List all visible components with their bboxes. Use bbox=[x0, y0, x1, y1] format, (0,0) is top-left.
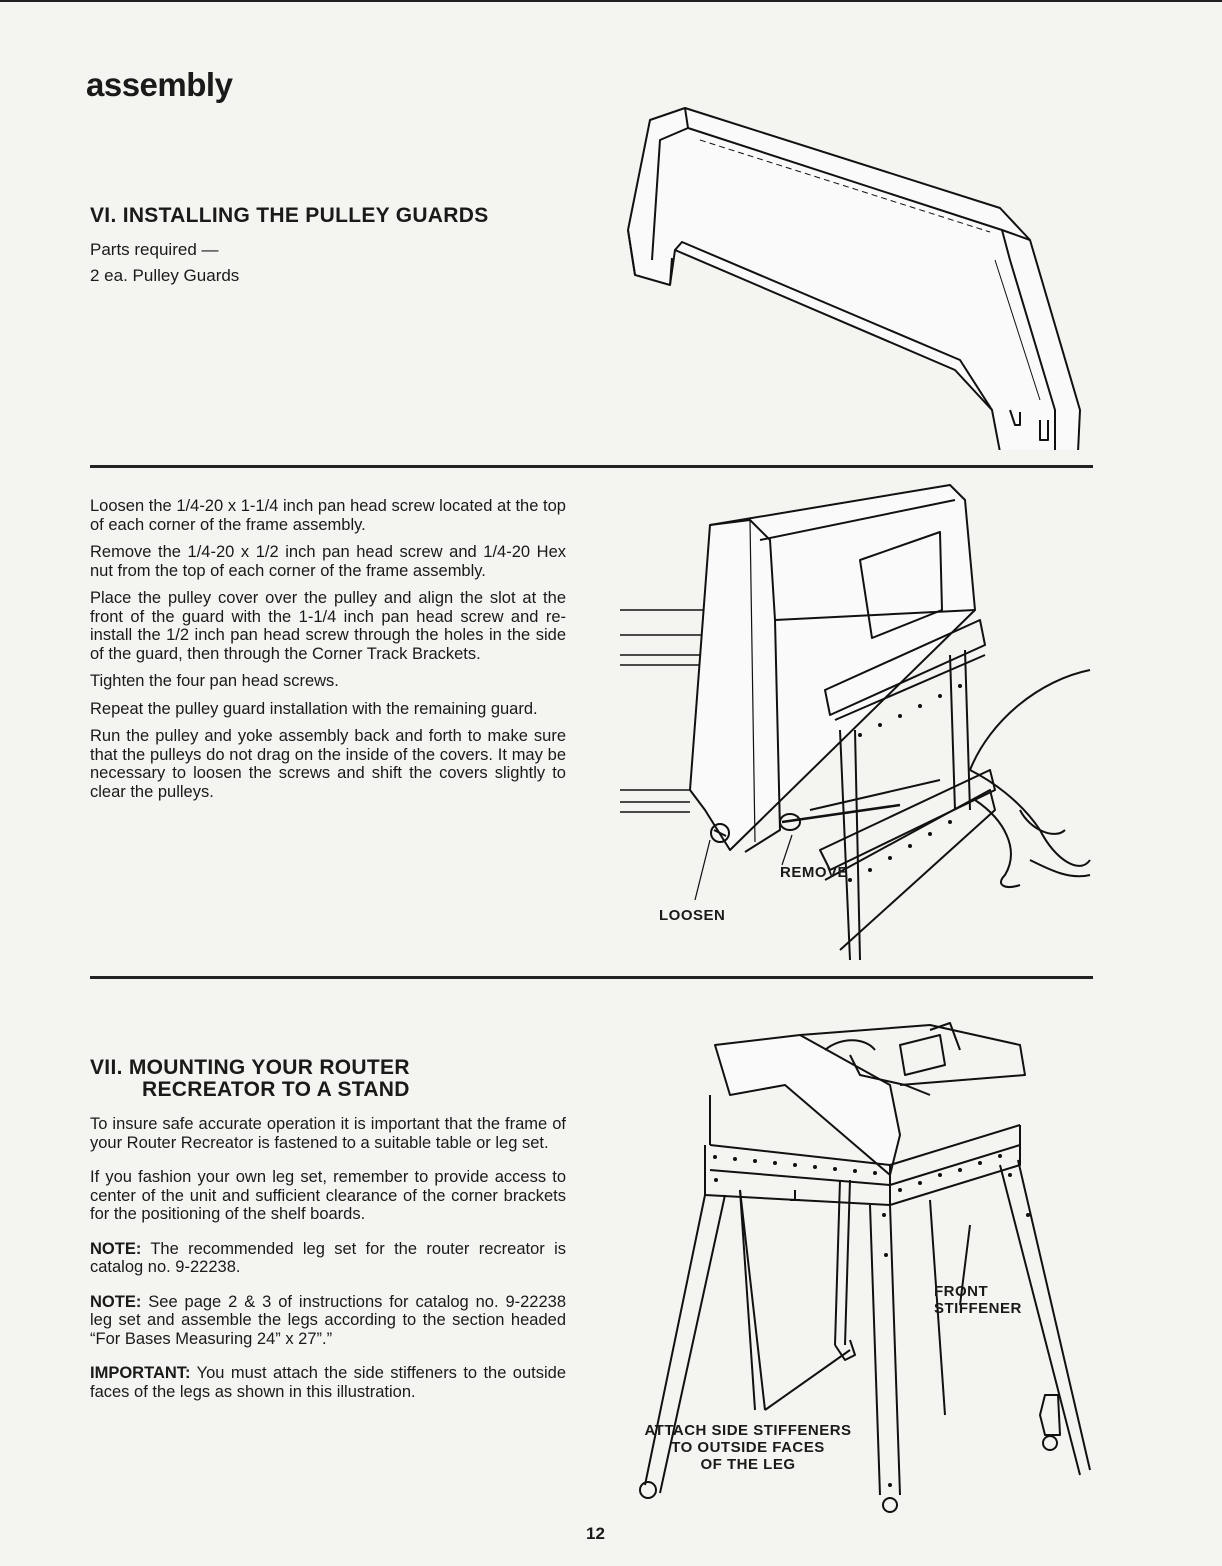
note-label: NOTE: bbox=[90, 1292, 142, 1311]
section-divider bbox=[90, 976, 1093, 979]
section-vii-instructions bbox=[90, 1115, 566, 1417]
note-text: See page 2 & 3 of instructions for catalog no. 9-22238 leg set and assemble the legs according to the section headed “For Bases Measuring 24” x 27”.” bbox=[90, 1292, 566, 1348]
front-stiffener-line2: STIFFENER bbox=[934, 1300, 1022, 1317]
instruction-step: Loosen the 1/4-20 x 1-1/4 inch pan head screw located at the top of each corner of the frame assembly. bbox=[90, 497, 566, 534]
pulley-guard-illustration bbox=[600, 100, 1100, 450]
important-text: You must attach the side stiffeners to the outside faces of the legs as shown in this illustration. bbox=[90, 1364, 566, 1401]
paragraph: To insure safe accurate operation it is important that the frame of your Router Recreator is fastened to a suitable table or leg set. bbox=[90, 1115, 566, 1152]
page-top-rule bbox=[0, 0, 1222, 2]
attach-side-stiffeners-callout bbox=[620, 1422, 876, 1473]
attach-callout-line3: OF THE LEG bbox=[700, 1456, 796, 1473]
parts-required-item: 2 ea. Pulley Guards bbox=[90, 266, 240, 285]
note-label: NOTE: bbox=[90, 1239, 142, 1258]
instruction-step: Repeat the pulley guard installation with the remaining guard. bbox=[90, 699, 538, 718]
paragraph: If you fashion your own leg set, remember to provide access to center of the unit and sufficient clearance of the corner brackets for the positioning of the shelf boards. bbox=[90, 1168, 566, 1223]
section-divider bbox=[90, 465, 1093, 468]
section-vii-heading-line1: VII. MOUNTING YOUR ROUTER bbox=[90, 1056, 410, 1079]
section-vi-instructions bbox=[90, 497, 566, 810]
front-stiffener-callout bbox=[934, 1283, 1022, 1317]
page-title: assembly bbox=[86, 66, 233, 103]
parts-required-block bbox=[90, 237, 239, 289]
remove-callout: REMOVE bbox=[780, 864, 849, 881]
note-paragraph bbox=[90, 1240, 566, 1277]
front-stiffener-line1: FRONT bbox=[934, 1283, 989, 1300]
page-number: 12 bbox=[586, 1524, 605, 1543]
note-text: The recommended leg set for the router recreator is catalog no. 9-22238. bbox=[90, 1239, 566, 1276]
important-paragraph bbox=[90, 1364, 566, 1401]
guard-installation-illustration bbox=[610, 480, 1110, 970]
note-paragraph bbox=[90, 1293, 566, 1349]
section-vii-heading bbox=[90, 1057, 410, 1101]
instruction-step: Place the pulley cover over the pulley and align the slot at the front of the guard with the 1-1/4 inch pan head screw and re-install the 1/2 inch pan head screw through the holes in the side of the guard, then through the Corner Track Brackets. bbox=[90, 589, 566, 663]
section-vii-heading-line2: RECREATOR TO A STAND bbox=[142, 1078, 410, 1101]
instruction-step: Tighten the four pan head screws. bbox=[90, 672, 339, 690]
parts-required-label: Parts required — bbox=[90, 240, 219, 259]
attach-callout-line1: ATTACH SIDE STIFFENERS bbox=[644, 1422, 852, 1439]
loosen-callout: LOOSEN bbox=[659, 907, 726, 924]
instruction-step: Remove the 1/4-20 x 1/2 inch pan head screw and 1/4-20 Hex nut from the top of each corner of the frame assembly. bbox=[90, 543, 566, 580]
attach-callout-line2: TO OUTSIDE FACES bbox=[671, 1439, 825, 1456]
instruction-step: Run the pulley and yoke assembly back and forth to make sure that the pulleys do not drag on the inside of the covers. It may be necessary to loosen the screws and shift the covers slightly to clear the pulleys. bbox=[90, 727, 566, 801]
section-vi-heading: VI. INSTALLING THE PULLEY GUARDS bbox=[90, 204, 489, 227]
important-label: IMPORTANT: bbox=[90, 1364, 191, 1382]
